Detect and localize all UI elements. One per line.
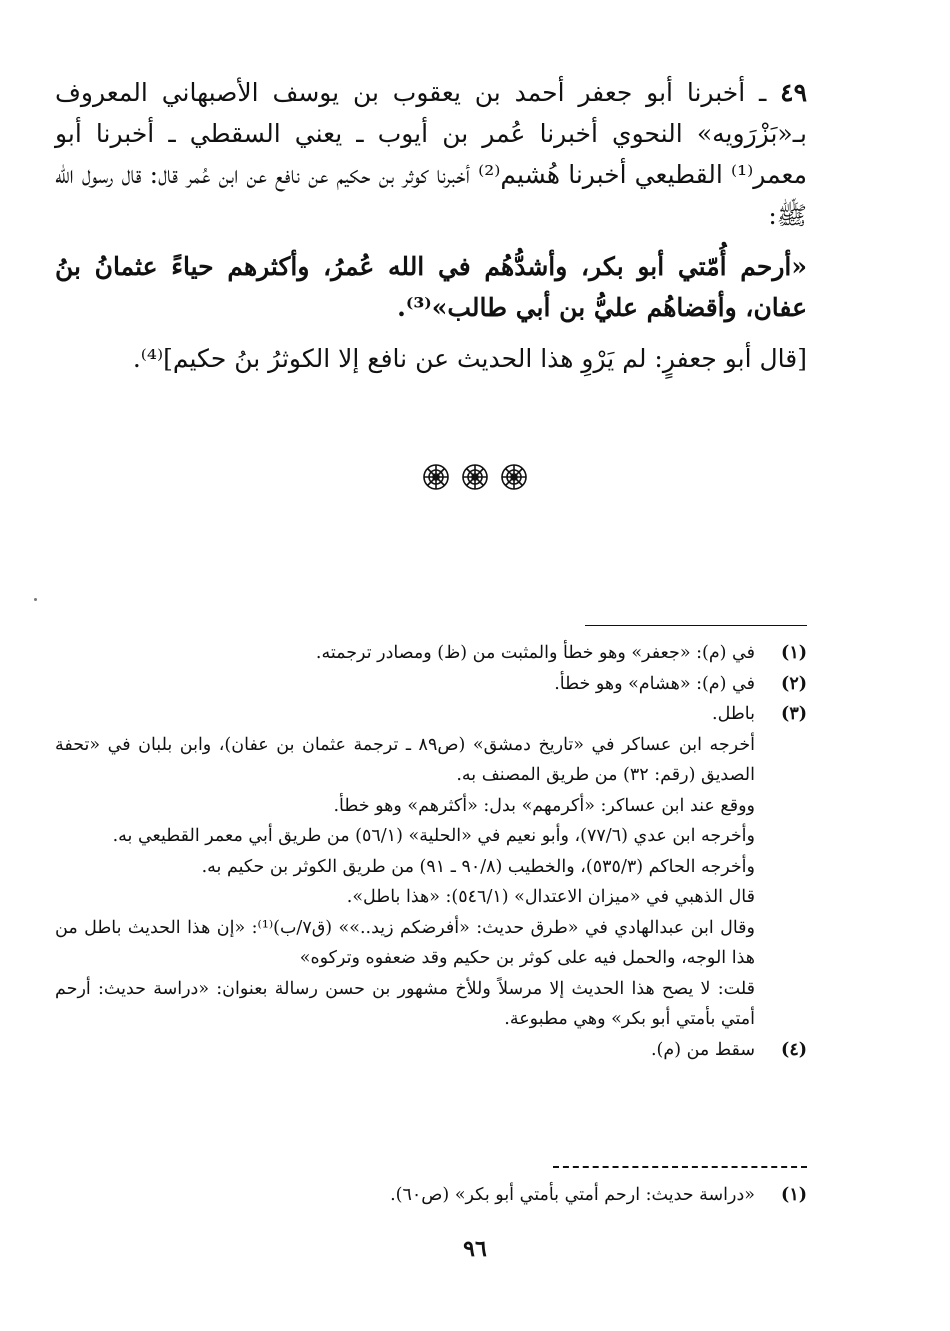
footnote-number: (٢) bbox=[781, 673, 807, 694]
rosette-icon bbox=[499, 462, 529, 492]
footnote-number: (٣) bbox=[781, 704, 807, 724]
isnad-text: ـ أخبرنا أبو جعفر أحمد بن يعقوب بن يوسف الأصبهاني المعروف بـ«بَزْرَويه» النحوي أخبرنا عُمر بن أيوب ـ يعني السقطي ـ أخبرنا أبو معمر⁽¹⁾ القطيعي أخبرنا هُشيم⁽²⁾ أخبرنا كوثر بن حكيم عن نافع عن ابن عُمر قال: قال رسول الله ﷺ: bbox=[55, 78, 807, 230]
isnad-paragraph bbox=[55, 72, 807, 236]
footnote-text: في (م): «جعفر» وهو خطأ والمثبت من (ظ) ومصادر ترجمته. bbox=[315, 643, 755, 663]
rosette-icon bbox=[460, 462, 490, 492]
footnote-text: في (م): «هشام» وهو خطأ. bbox=[554, 673, 755, 694]
footnote-paragraph: ووقع عند ابن عساكر: «أكرمهم» بدل: «أكثرهم» وهو خطأ. bbox=[333, 795, 755, 816]
footnote-paragraph: وقال ابن عبدالهادي في «طرق حديث: «أفرضكم زيد..»» (ق٧/ب)⁽¹⁾: «إن هذا الحديث باطل من هذا الوجه، والحمل فيه على كوثر بن حكيم وقد ضعفوه وتركوه» bbox=[55, 917, 755, 968]
footnote-paragraph: وأخرجه ابن عدي (٧٧/٦)، وأبو نعيم في «الحلية» (٥٦/١) من طريق أبي معمر القطيعي به. bbox=[112, 826, 755, 846]
footnote-paragraph: قال الذهبي في «ميزان الاعتدال» (٥٤٦/١): «هذا باطل». bbox=[346, 887, 755, 907]
narrator-note: [قال أبو جعفرٍ: لم يَرْوِ هذا الحديث عن نافع إلا الكوثرُ بنُ حكيم]⁽⁴⁾. bbox=[132, 344, 807, 373]
sub-footnote-text: «دراسة حديث: ارحم أمتي بأمتي أبو بكر» (ص٦٠). bbox=[390, 1185, 755, 1205]
hadith-number: ٤٩ bbox=[780, 78, 807, 107]
footnotes bbox=[55, 638, 807, 1065]
scan-speck bbox=[34, 598, 37, 601]
sub-footnote-number: (١) bbox=[781, 1185, 807, 1205]
footnote-text: سقط من (م). bbox=[650, 1039, 755, 1060]
page-number: ٩٦ bbox=[463, 1236, 487, 1262]
footnote-item bbox=[55, 638, 807, 669]
main-text bbox=[55, 72, 807, 379]
footnote-item bbox=[55, 1035, 807, 1066]
sub-footnote bbox=[55, 1180, 807, 1210]
footnote-text: باطل. bbox=[712, 704, 755, 724]
footnote-paragraph: قلت: لا يصح هذا الحديث إلا مرسلاً وللأخ مشهور بن حسن رسالة بعنوان: «دراسة حديث: أرحم أمتي بأمتي أبو بكر» وهي مطبوعة. bbox=[55, 978, 755, 1029]
rosette-icon bbox=[421, 462, 451, 492]
footnote-paragraph: أخرجه ابن عساكر في «تاريخ دمشق» (ص٨٩ ـ ترجمة عثمان بن عفان)، وابن بلبان في «تحفة الصديق (رقم: ٣٢) من طريق المصنف به. bbox=[55, 734, 755, 785]
footnote-number: (٤) bbox=[781, 1039, 807, 1060]
footnote-paragraph: وأخرجه الحاكم (٥٣٥/٣)، والخطيب (٩٠/٨ ـ ٩١) من طريق الكوثر بن حكيم به. bbox=[201, 856, 755, 877]
footnote-divider bbox=[585, 625, 807, 626]
sub-footnote-divider bbox=[553, 1166, 807, 1168]
footnote-number: (١) bbox=[781, 643, 807, 663]
footnote-item bbox=[55, 669, 807, 700]
section-ornaments bbox=[0, 462, 950, 492]
footnote-item bbox=[55, 699, 807, 730]
hadith-text: «أرحم أُمّتي أبو بكر، وأشدُّهُم في الله عُمرُ، وأكثرهم حياءً عثمانُ بنُ عفان، وأقضاهُم عليُّ بن أبي طالب»⁽³⁾. bbox=[55, 252, 807, 322]
